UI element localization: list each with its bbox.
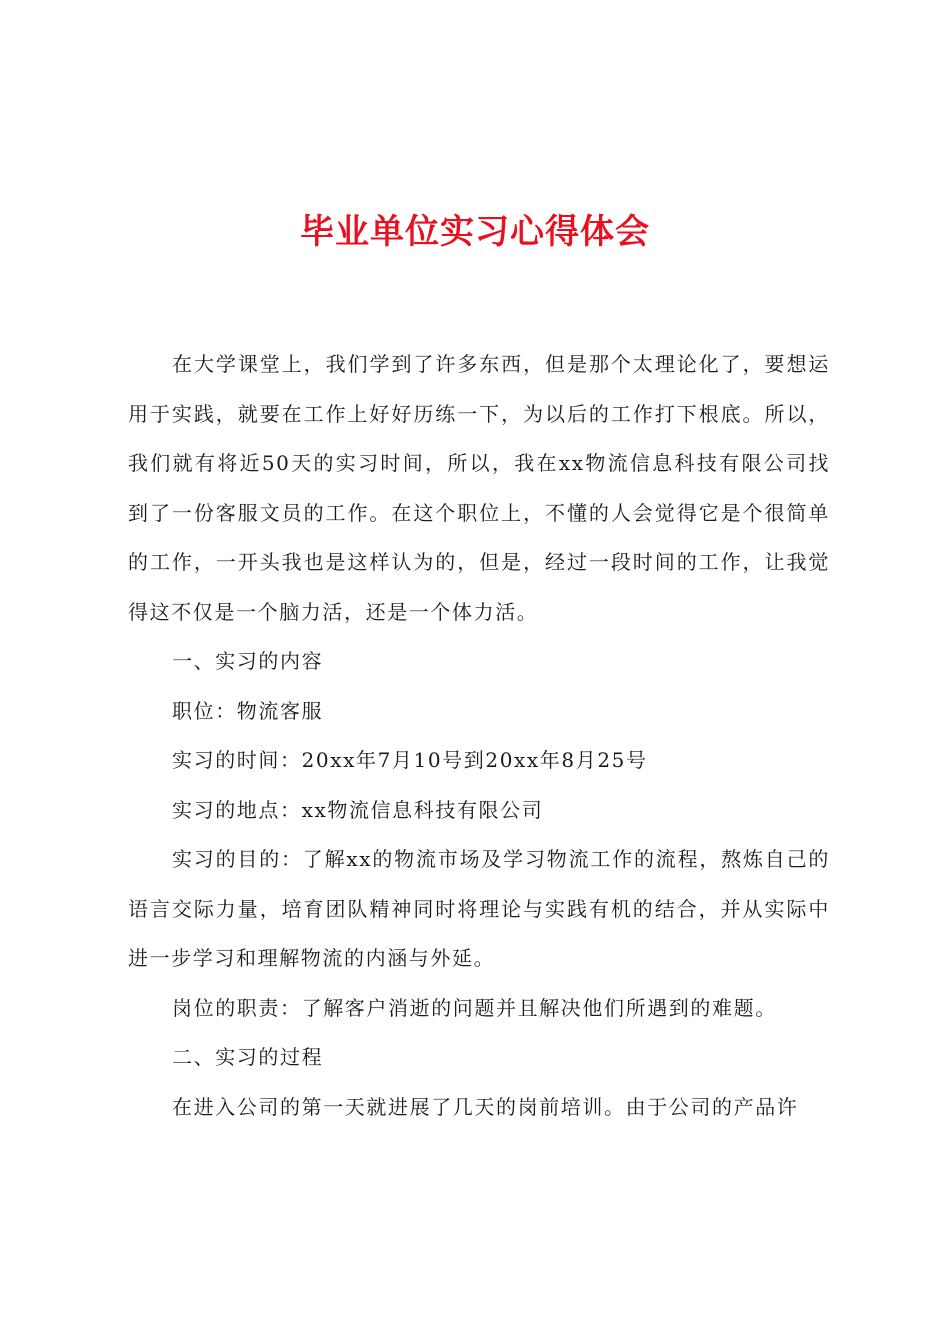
paragraph-process: 在进入公司的第一天就进展了几天的岗前培训。由于公司的产品许 [172,1094,799,1119]
section-heading-process: 二、实习的过程 [172,1045,324,1069]
paragraph-intro: 在大学课堂上，我们学到了许多东西，但是那个太理论化了，要想运用于实践，就要在工作上好好历练一下，为以后的工作打下根底。所以，我们就有将近50天的实习时间，所以，我在xx物流信息科技有限公司找到了一份客服文员的工作。在这个职位上，不懂的人会觉得它是个很简单的工作，一开头我也是这样认为的，但是，经过一段时间的工作，让我觉得这不仅是一个脑力活，还是一个体力活。 [128,352,830,624]
paragraph-purpose: 实习的目的：了解xx的物流市场及学习物流工作的流程，熬炼自己的语言交际力量，培育团队精神同时将理论与实践有机的结合，并从实际中进一步学习和理解物流的内涵与外延。 [128,847,830,970]
section-heading-content: 一、实习的内容 [172,649,324,673]
paragraph-position: 职位：物流客服 [172,698,324,723]
paragraph-location: 实习的地点：xx物流信息科技有限公司 [172,797,544,822]
paragraph-time: 实习的时间：20xx年7月10号到20xx年8月25号 [172,748,648,772]
paragraph-duties: 岗位的职责：了解客户消逝的问题并且解决他们所遇到的难题。 [172,995,777,1020]
document-title: 毕业单位实习心得体会 [300,212,650,252]
document-body [128,340,830,1132]
